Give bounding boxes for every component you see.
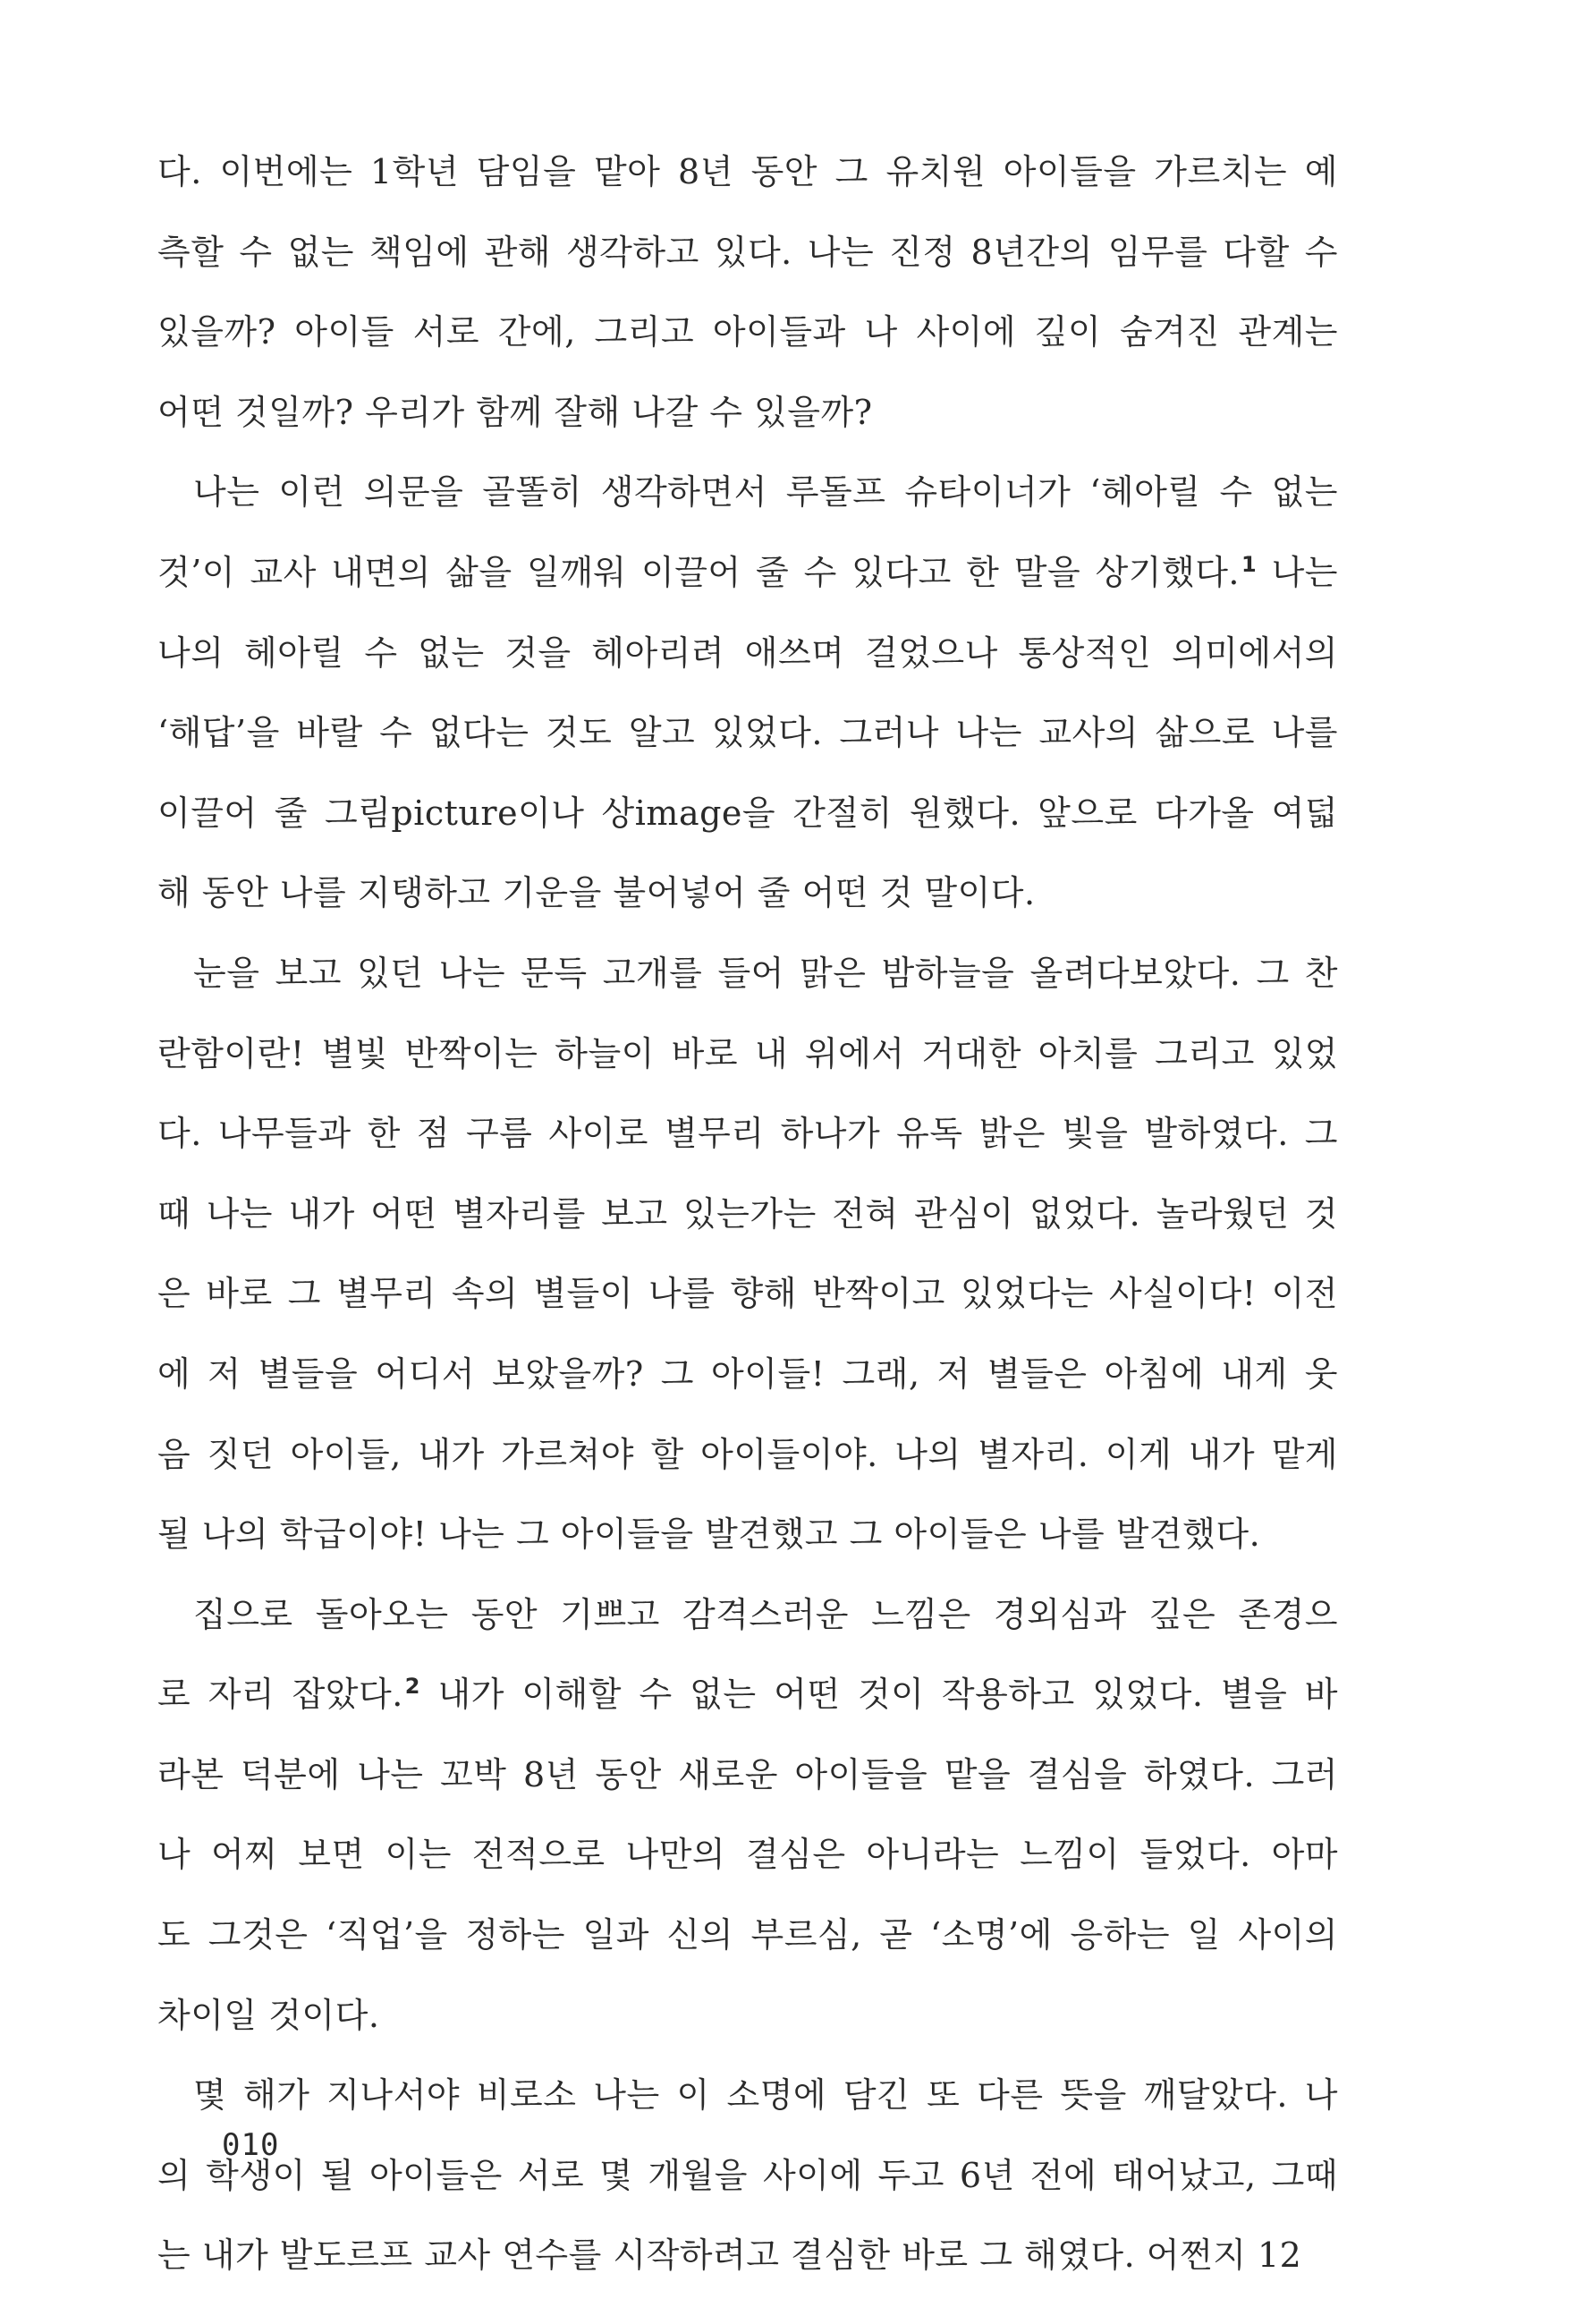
text-line [157, 533, 1338, 614]
page-number: 010 [222, 2127, 280, 2163]
line-text: 란함이란! 별빛 반짝이는 하늘이 바로 내 위에서 거대한 아치를 그리고 있었 [157, 1033, 1338, 1073]
text-line [157, 1175, 1338, 1255]
text-line [157, 453, 1338, 533]
line-text: 있을까? 아이들 서로 간에, 그리고 아이들과 나 사이에 깊이 숨겨진 관계는 [157, 312, 1338, 352]
text-line [157, 1254, 1338, 1335]
line-text: 몇 해가 지나서야 비로소 나는 이 소명에 담긴 또 다른 뜻을 깨달았다. 나 [193, 2075, 1338, 2116]
text-line [157, 2216, 1338, 2296]
text-line [157, 1014, 1338, 1095]
text-line [157, 934, 1338, 1014]
text-line [157, 1976, 1338, 2057]
text-line [157, 213, 1338, 293]
line-text: 차이일 것이다. [157, 1995, 380, 2035]
line-text: 은 바로 그 별무리 속의 별들이 나를 향해 반짝이고 있었다는 사실이다! 이전 [157, 1274, 1338, 1314]
line-text: 도 그것은 ‘직업’을 정하는 일과 신의 부르심, 곧 ‘소명’에 응하는 일 사이의 [157, 1915, 1338, 1955]
line-text: 라본 덕분에 나는 꼬박 8년 동안 새로운 아이들을 맡을 결심을 하였다. 그러 [157, 1754, 1338, 1794]
text-line [157, 1735, 1338, 1816]
line-text: 로 자리 잡았다. [157, 1675, 403, 1715]
line-text: 는 내가 발도르프 교사 연수를 시작하려고 결심한 바로 그 해였다. 어쩐지 12 [157, 2235, 1302, 2276]
text-line [157, 1575, 1338, 1656]
line-text: 에 저 별들을 어디서 보았을까? 그 아이들! 그래, 저 별들은 아침에 내게 웃 [157, 1353, 1338, 1394]
line-text-continued: 내가 이해할 수 없는 어떤 것이 작용하고 있었다. 별을 바 [420, 1675, 1338, 1715]
text-line [157, 1094, 1338, 1175]
text-line [157, 2056, 1338, 2136]
line-text: 나는 이런 의문을 골똘히 생각하면서 루돌프 슈타이너가 ‘헤아릴 수 없는 [193, 472, 1338, 513]
text-line [157, 614, 1338, 694]
text-line [157, 853, 1338, 934]
footnote-marker[interactable]: 2 [404, 1674, 420, 1700]
body-text [157, 132, 1338, 2296]
text-line [157, 1815, 1338, 1896]
line-text: 눈을 보고 있던 나는 문득 고개를 들어 맑은 밤하늘을 올려다보았다. 그 찬 [193, 953, 1338, 993]
text-line [157, 1415, 1338, 1496]
line-text: ‘해답’을 바랄 수 없다는 것도 알고 있었다. 그러나 나는 교사의 삶으로 나를 [157, 713, 1338, 753]
text-line [157, 1495, 1338, 1575]
line-text: 어떤 것일까? 우리가 함께 잘해 나갈 수 있을까? [157, 392, 873, 432]
line-text: 집으로 돌아오는 동안 기쁘고 감격스러운 느낌은 경외심과 깊은 존경으 [193, 1594, 1338, 1634]
text-line [157, 373, 1338, 454]
text-line [157, 774, 1338, 854]
line-text: 이끌어 줄 그림picture이나 상image을 간절히 원했다. 앞으로 다가올 여덟 [157, 793, 1338, 833]
line-text: 될 나의 학급이야! 나는 그 아이들을 발견했고 그 아이들은 나를 발견했다. [157, 1514, 1261, 1555]
footnote-marker[interactable]: 1 [1241, 551, 1258, 577]
line-text: 나 어찌 보면 이는 전적으로 나만의 결심은 아니라는 느낌이 들었다. 아마 [157, 1835, 1338, 1875]
line-text-continued: 나는 [1257, 552, 1338, 592]
line-text: 해 동안 나를 지탱하고 기운을 불어넣어 줄 어떤 것 말이다. [157, 873, 1036, 913]
text-line [157, 2136, 1338, 2217]
text-line [157, 132, 1338, 213]
line-text: 다. 나무들과 한 점 구름 사이로 별무리 하나가 유독 밝은 빛을 발하였다. 그 [157, 1114, 1338, 1154]
line-text: 때 나는 내가 어떤 별자리를 보고 있는가는 전혀 관심이 없었다. 놀라웠던 것 [157, 1193, 1338, 1234]
text-line [157, 1896, 1338, 1976]
text-line [157, 1335, 1338, 1415]
text-line [157, 693, 1338, 774]
line-text: 측할 수 없는 책임에 관해 생각하고 있다. 나는 진정 8년간의 임무를 다할 수 [157, 232, 1338, 272]
line-text: 다. 이번에는 1학년 담임을 맡아 8년 동안 그 유치원 아이들을 가르치는 예 [157, 152, 1338, 191]
line-text: 의 학생이 될 아이들은 서로 몇 개월을 사이에 두고 6년 전에 태어났고, 그때 [157, 2155, 1338, 2195]
text-line [157, 293, 1338, 373]
text-line [157, 1655, 1338, 1735]
line-text: 나의 헤아릴 수 없는 것을 헤아리려 애쓰며 걸었으나 통상적인 의미에서의 [157, 632, 1338, 673]
line-text: 것’이 교사 내면의 삶을 일깨워 이끌어 줄 수 있다고 한 말을 상기했다. [157, 552, 1240, 592]
line-text: 음 짓던 아이들, 내가 가르쳐야 할 아이들이야. 나의 별자리. 이게 내가 맡게 [157, 1434, 1338, 1474]
